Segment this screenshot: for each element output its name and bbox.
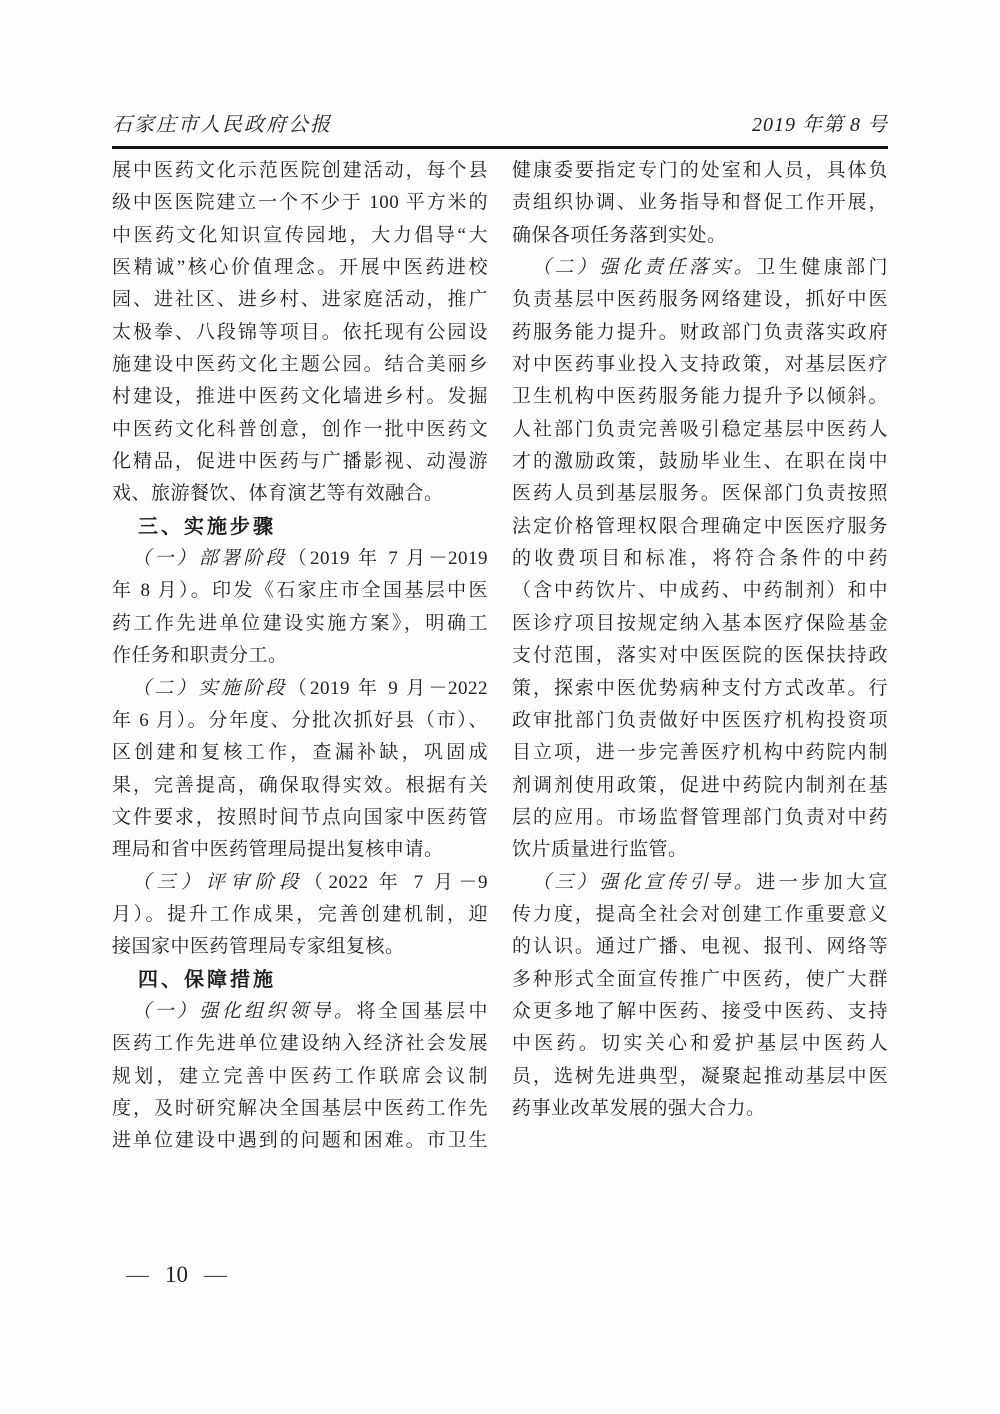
body-segment: 将全国基层中 bbox=[356, 1000, 488, 1022]
text-line bbox=[512, 252, 888, 284]
text-line bbox=[112, 673, 488, 705]
text-line: 策，探索中医优势病种支付方式改革。行 bbox=[512, 677, 888, 699]
text-line: 卫生机构中医药服务能力提升予以倾斜。 bbox=[512, 386, 888, 408]
kai-lead-segment: （三）评审阶段 bbox=[132, 871, 304, 893]
text-line: 规划，建立完善中医药工作联席会议制 bbox=[112, 1065, 488, 1087]
body-segment: （2019 年 9 月－2022 bbox=[287, 677, 488, 699]
text-line: 理局和省中医药管理局提出复核申请。 bbox=[112, 839, 444, 861]
text-line: 确保各项任务落到实处。 bbox=[512, 224, 727, 246]
text-line: 政审批部门负责做好中医医疗机构投资项 bbox=[512, 709, 888, 731]
text-line: 药工作先进单位建设实施方案》，明确工 bbox=[112, 612, 488, 634]
text-line: 年 8 月）。印发《石家庄市全国基层中医 bbox=[112, 580, 488, 602]
text-line: 药服务能力提升。财政部门负责落实政府 bbox=[512, 321, 888, 343]
footer-left-dash: — bbox=[126, 1262, 149, 1287]
text-line: 展中医药文化示范医院创建活动，每个县 bbox=[112, 160, 488, 181]
text-line: 多种形式全面宣传推广中医药，使广大群 bbox=[512, 968, 888, 990]
column-right bbox=[512, 155, 888, 1158]
text-line: 健康委要指定专门的处室和人员，具体负 bbox=[512, 160, 888, 181]
text-line: 化精品，促进中医药与广播影视、动漫游 bbox=[112, 451, 488, 473]
text-line: 区创建和复核工作，查漏补缺，巩固成 bbox=[112, 742, 488, 764]
footer-right-dash: — bbox=[204, 1262, 227, 1287]
kai-lead-segment: （一）强化组织领导。 bbox=[132, 1000, 357, 1022]
text-line: 年 6 月）。分年度、分批次抓好县（市）、 bbox=[112, 709, 488, 731]
body-segment: 卫生健康部门 bbox=[756, 257, 888, 279]
text-line: 医药工作先进单位建设纳入经济社会发展 bbox=[112, 1033, 488, 1055]
text-line: 接国家中医药管理局专家组复核。 bbox=[112, 936, 405, 958]
text-line: 中医药文化科普创意，创作一批中医药文 bbox=[112, 418, 488, 440]
body-segment: （2019 年 7 月－2019 bbox=[287, 548, 488, 570]
text-line: 药事业改革发展的强大合力。 bbox=[512, 1097, 766, 1119]
text-line: 支付范围，落实对中医医院的医保扶持政 bbox=[512, 645, 888, 667]
text-line: 村建设，推进中医药文化墙进乡村。发掘 bbox=[112, 386, 488, 408]
text-line: 医诊疗项目按规定纳入基本医疗保险基金 bbox=[512, 612, 888, 634]
journal-title: 石家庄市人民政府公报 bbox=[112, 114, 332, 136]
kai-lead-segment: （一）部署阶段 bbox=[132, 548, 288, 570]
kai-lead-segment: （二）强化责任落实。 bbox=[532, 257, 757, 279]
text-line: 医药人员到基层服务。医保部门负责按照 bbox=[512, 483, 888, 505]
page-footer bbox=[126, 1262, 227, 1288]
text-line: 的认识。通过广播、电视、报刊、网络等 bbox=[512, 936, 888, 958]
text-line: 度，及时研究解决全国基层中医药工作先 bbox=[112, 1097, 488, 1119]
text-line: 传力度，提高全社会对创建工作重要意义 bbox=[512, 903, 888, 925]
text-line: 文件要求，按照时间节点向国家中医药管 bbox=[112, 806, 488, 828]
text-line: 饮片质量进行监管。 bbox=[512, 839, 688, 861]
kai-lead-segment: （三）强化宣传引导。 bbox=[532, 871, 757, 893]
text-line: 法定价格管理权限合理确定中医医疗服务 bbox=[512, 515, 888, 537]
text-line: 作任务和职责分工。 bbox=[112, 645, 288, 667]
text-line: 对中医药事业投入支持政策，对基层医疗 bbox=[512, 354, 888, 376]
text-line: 医精诚”核心价值理念。开展中医药进校 bbox=[112, 257, 488, 279]
text-line: 级中医医院建立一个不少于 100 平方米的 bbox=[112, 192, 488, 214]
text-line bbox=[112, 996, 488, 1028]
text-line: 太极拳、八段锦等项目。依托现有公园设 bbox=[112, 321, 488, 343]
page-header bbox=[112, 108, 888, 149]
text-line: 目立项，进一步完善医疗机构中药院内制 bbox=[512, 742, 888, 764]
text-line: （含中药饮片、中成药、中药制剂）和中 bbox=[512, 580, 888, 602]
text-line bbox=[112, 543, 488, 575]
text-line: 园、进社区、进乡村、进家庭活动，推广 bbox=[112, 289, 488, 311]
page-number: 10 bbox=[165, 1262, 188, 1287]
text-line: 负责基层中医药服务网络建设，抓好中医 bbox=[512, 289, 888, 311]
column-left bbox=[112, 155, 488, 1158]
kai-lead-segment: （二）实施阶段 bbox=[132, 677, 288, 699]
text-line: 中医药文化知识宣传园地，大力倡导“大 bbox=[112, 224, 488, 246]
text-line: 人社部门负责完善吸引稳定基层中医药人 bbox=[512, 418, 888, 440]
text-line: 才的激励政策，鼓励毕业生、在职在岗中 bbox=[512, 451, 888, 473]
text-line: 众更多地了解中医药、接受中医药、支持 bbox=[512, 1000, 888, 1022]
text-line: 的收费项目和标准，将符合条件的中药 bbox=[512, 548, 888, 570]
text-line: 剂调剂使用政策，促进中药院内制剂在基 bbox=[512, 774, 888, 796]
text-line: 进单位建设中遇到的问题和困难。市卫生 bbox=[112, 1130, 488, 1152]
text-line bbox=[512, 867, 888, 899]
text-line: 中医药。切实关心和爱护基层中医药人 bbox=[512, 1033, 888, 1055]
text-line: 施建设中医药文化主题公园。结合美丽乡 bbox=[112, 354, 488, 376]
body-segment: （2022 年 7 月－9 bbox=[303, 871, 488, 893]
text-line: 果，完善提高，确保取得实效。根据有关 bbox=[112, 774, 488, 796]
issue-number: 2019 年第 8 号 bbox=[752, 114, 888, 136]
text-line: 层的应用。市场监督管理部门负责对中药 bbox=[512, 806, 888, 828]
section-heading: 三、实施步骤 bbox=[138, 515, 276, 538]
text-line: 戏、旅游餐饮、体育演艺等有效融合。 bbox=[112, 483, 444, 505]
text-line: 责组织协调、业务指导和督促工作开展， bbox=[512, 192, 888, 214]
section-heading: 四、保障措施 bbox=[138, 968, 276, 991]
text-line: 月）。提升工作成果，完善创建机制，迎 bbox=[112, 903, 488, 925]
text-line: 员，选树先进典型，凝聚起推动基层中医 bbox=[512, 1065, 888, 1087]
text-columns bbox=[112, 155, 888, 1158]
text-line bbox=[112, 867, 488, 899]
body-segment: 进一步加大宣 bbox=[756, 871, 888, 893]
